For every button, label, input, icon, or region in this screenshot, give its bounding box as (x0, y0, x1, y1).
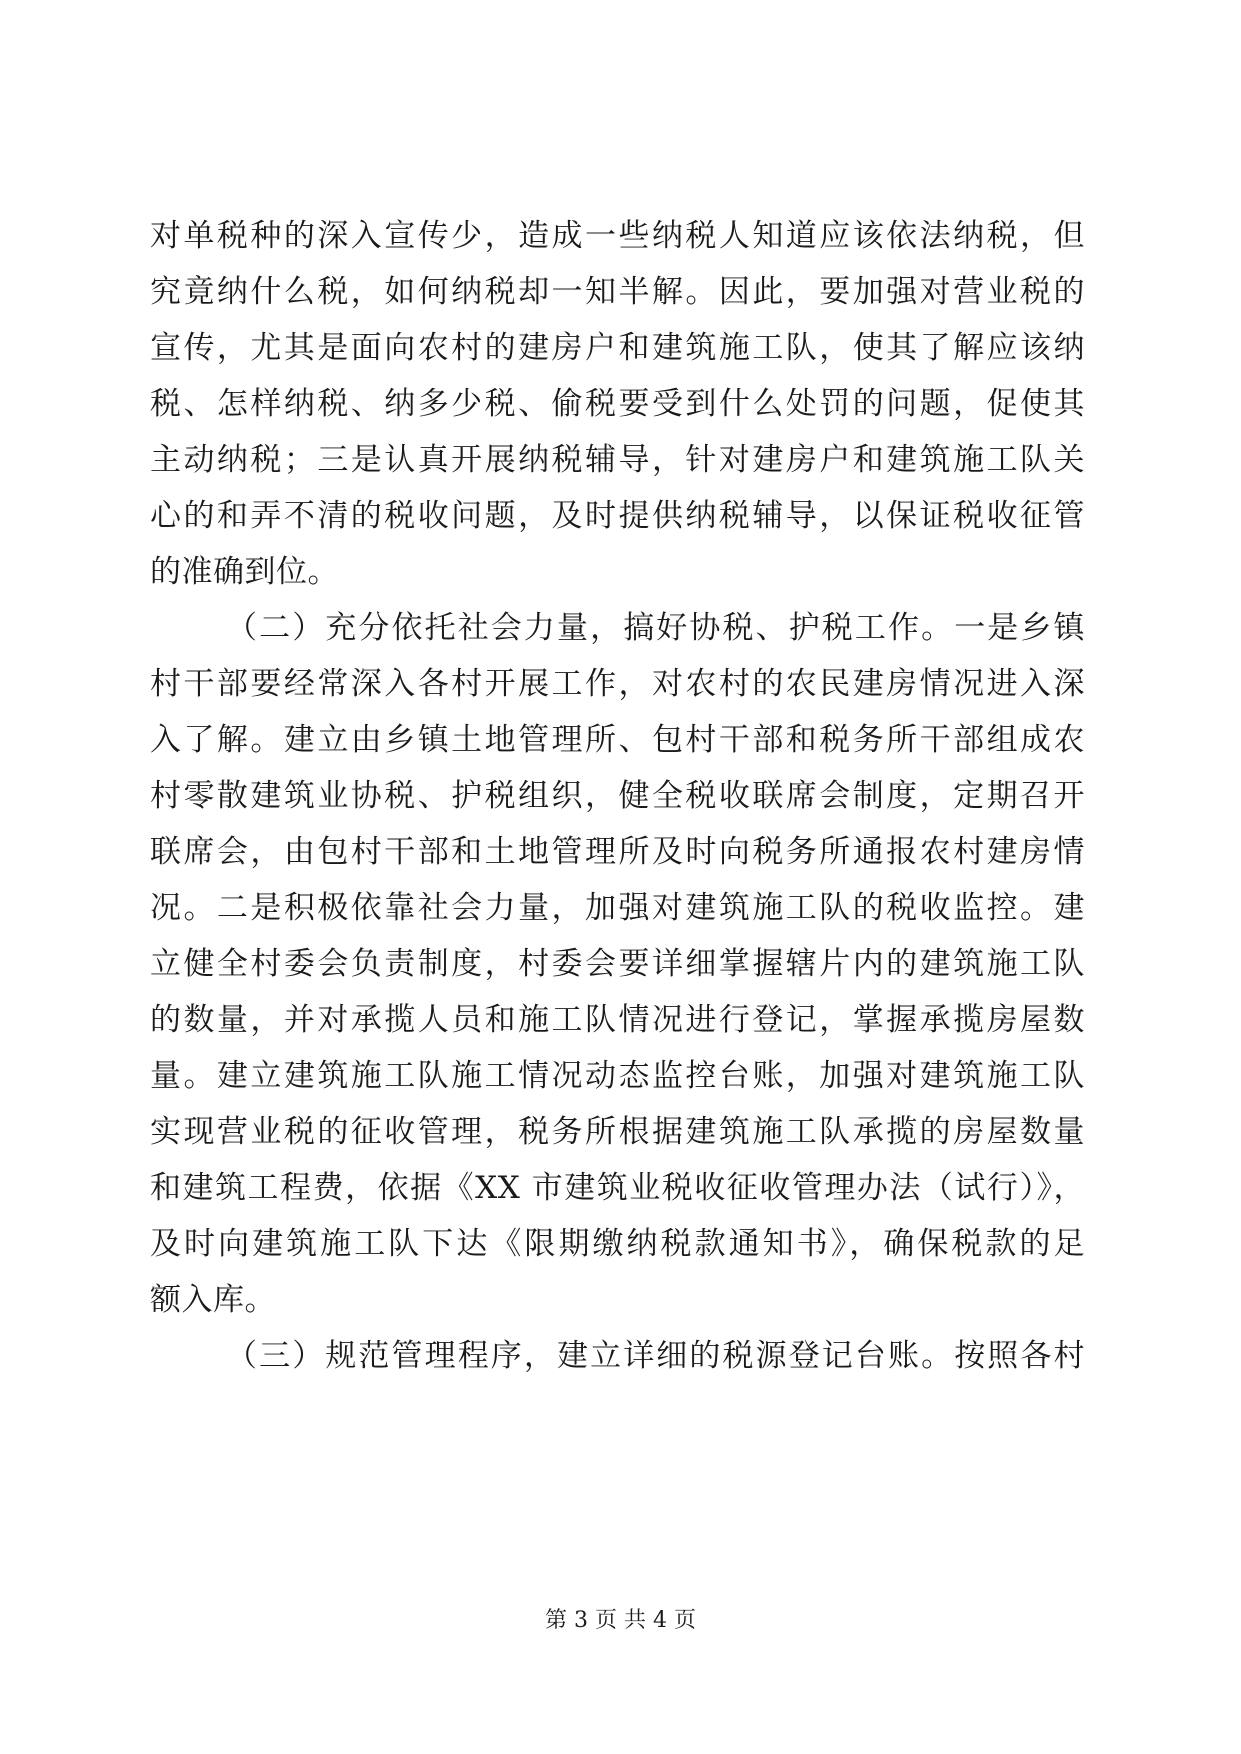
text-line: 的数量，并对承揽人员和施工队情况进行登记，掌握承揽房屋数 (150, 1002, 1085, 1038)
text-line: 宣传，尤其是面向农村的建房户和建筑施工队，使其了解应该纳 (150, 330, 1085, 366)
paragraph-heading-line: （三）规范管理程序，建立详细的税源登记台账。按照各村 (226, 1338, 1085, 1374)
text-line: 入了解。建立由乡镇土地管理所、包村干部和税务所干部组成农 (150, 722, 1085, 758)
text-line: 实现营业税的征收管理，税务所根据建筑施工队承揽的房屋数量 (150, 1114, 1085, 1150)
text-line: 税、怎样纳税、纳多少税、偷税要受到什么处罚的问题，促使其 (150, 386, 1085, 422)
text-line: 联席会，由包村干部和土地管理所及时向税务所通报农村建房情 (150, 834, 1085, 870)
text-line: 及时向建筑施工队下达《限期缴纳税款通知书》，确保税款的足 (150, 1226, 1085, 1262)
page-number-footer: 第 3 页 共 4 页 (545, 1608, 696, 1633)
text-line: 量。建立建筑施工队施工情况动态监控台账，加强对建筑施工队 (150, 1058, 1085, 1094)
text-line: 究竟纳什么税，如何纳税却一知半解。因此，要加强对营业税的 (150, 274, 1085, 310)
text-line: 况。二是积极依靠社会力量，加强对建筑施工队的税收监控。建 (150, 890, 1085, 926)
text-line: 和建筑工程费，依据《XX 市建筑业税收征收管理办法（试行）》， (150, 1170, 1085, 1206)
text-line: 村干部要经常深入各村开展工作，对农村的农民建房情况进入深 (150, 666, 1085, 702)
text-line: 立健全村委会负责制度，村委会要详细掌握辖片内的建筑施工队 (150, 946, 1085, 982)
text-line: 村零散建筑业协税、护税组织，健全税收联席会制度，定期召开 (150, 778, 1085, 814)
text-line: 主动纳税；三是认真开展纳税辅导，针对建房户和建筑施工队关 (150, 442, 1085, 478)
paragraph-heading-line: （二）充分依托社会力量，搞好协税、护税工作。一是乡镇 (226, 610, 1085, 646)
text-line: 心的和弄不清的税收问题，及时提供纳税辅导，以保证税收征管 (150, 498, 1085, 534)
text-line: 对单税种的深入宣传少，造成一些纳税人知道应该依法纳税，但 (150, 218, 1085, 254)
text-line: 额入库。 (150, 1282, 276, 1318)
text-line: 的准确到位。 (150, 554, 339, 590)
